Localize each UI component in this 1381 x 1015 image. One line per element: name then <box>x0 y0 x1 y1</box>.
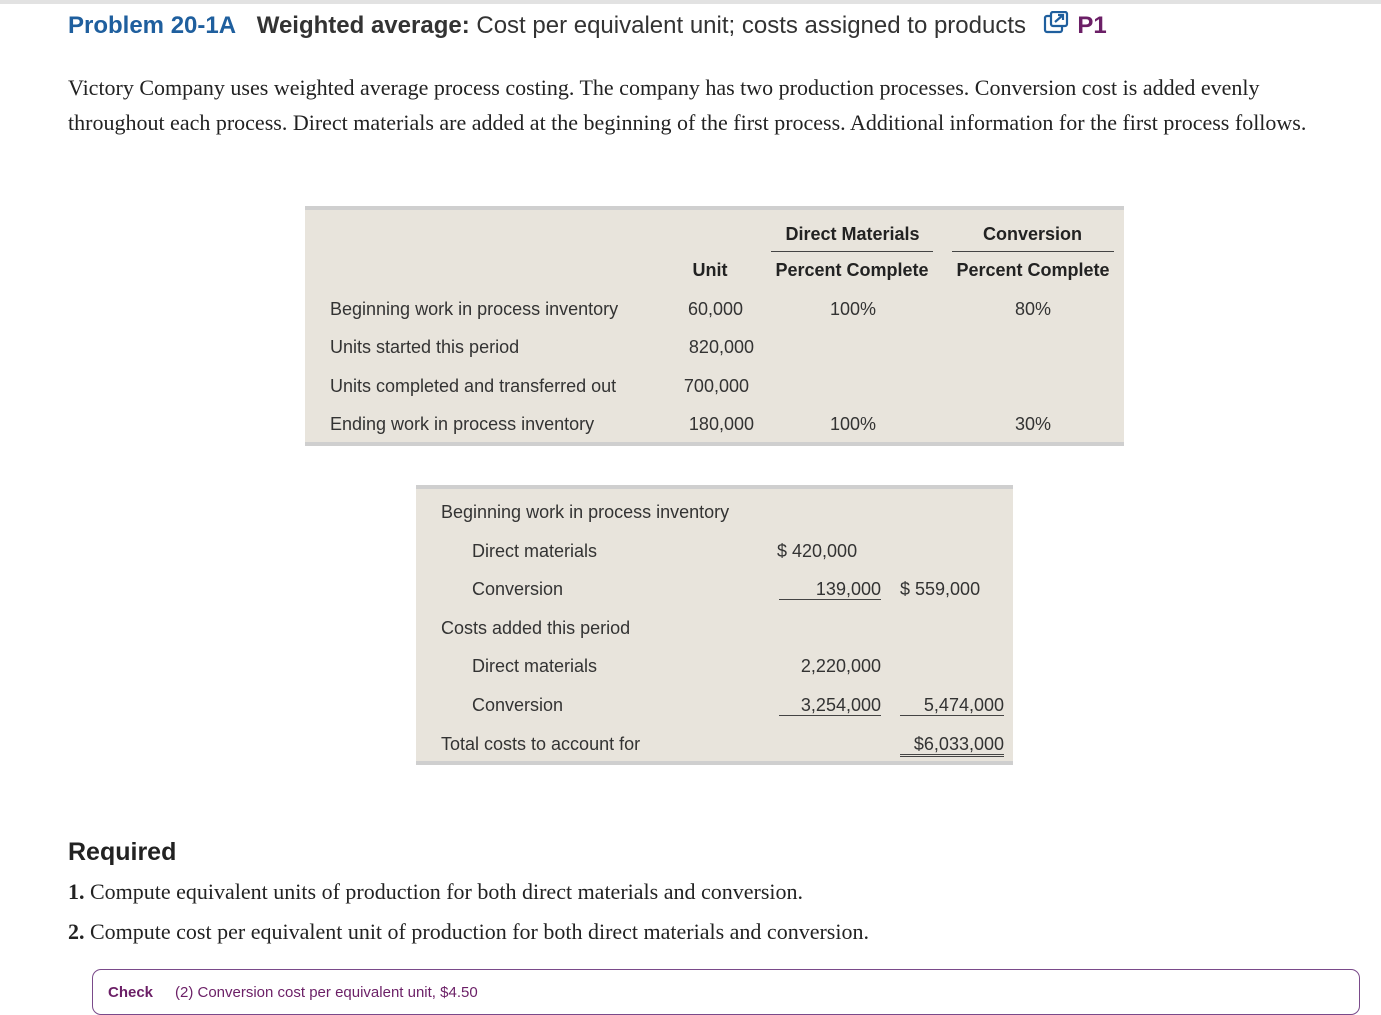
row-label: Units completed and transferred out <box>330 376 617 396</box>
top-border <box>0 0 1381 4</box>
problem-number: Problem 20-1A <box>68 12 237 39</box>
beg-conv-value: 139,000 <box>779 579 881 600</box>
beg-dm-label: Direct materials <box>472 541 598 561</box>
conv-header-bottom: Percent Complete <box>956 260 1110 280</box>
intro-paragraph: Victory Company uses weighted average process costing. The company has two production processes. Conversion cost is added evenly throughout each process. Direct materials are added at the beginning of the first process. Additional information for the first process follows. <box>68 75 1307 135</box>
learning-objective-tag: P1 <box>1077 12 1107 39</box>
row-label: Beginning work in process inventory <box>330 299 619 319</box>
row-label: Units started this period <box>330 337 520 357</box>
add-total: 5,474,000 <box>900 695 1004 716</box>
check-label: Check <box>108 984 154 1001</box>
required-item-2 <box>68 919 869 945</box>
required-item-number: 2. <box>68 919 85 944</box>
row-units: 700,000 <box>683 376 749 396</box>
required-item-text: Compute equivalent units of production for both direct materials and conversion. <box>90 879 803 904</box>
add-dm-label: Direct materials <box>472 656 598 676</box>
total-costs-value: $6,033,000 <box>900 734 1004 757</box>
add-dm-value: 2,220,000 <box>800 656 881 676</box>
conv-header-rule <box>952 251 1114 252</box>
beg-conv-label: Conversion <box>472 579 564 599</box>
conv-header-top: Conversion <box>982 224 1083 244</box>
beginning-wip-label: Beginning work in process inventory <box>441 502 730 522</box>
total-costs-label: Total costs to account for <box>441 734 641 754</box>
dm-header-top: Direct Materials <box>785 224 920 244</box>
unit-header: Unit <box>692 260 728 280</box>
row-units: 820,000 <box>688 337 754 357</box>
costs-added-label: Costs added this period <box>441 618 631 638</box>
row-units: 60,000 <box>687 299 743 319</box>
title-bold: Weighted average: <box>256 12 470 39</box>
problem-title <box>68 11 1107 42</box>
cost-table <box>416 485 1013 765</box>
row-label: Ending work in process inventory <box>330 414 595 434</box>
row-dm-percent: 100% <box>829 299 877 319</box>
dm-header-rule <box>771 251 933 252</box>
row-conv-percent: 80% <box>1014 299 1052 319</box>
external-link-icon[interactable] <box>1043 11 1069 42</box>
required-heading: Required <box>68 838 177 866</box>
check-box <box>92 969 1360 1015</box>
title-rest: Cost per equivalent unit; costs assigned to products <box>476 12 1027 39</box>
add-conv-label: Conversion <box>472 695 564 715</box>
row-units: 180,000 <box>688 414 754 434</box>
required-item-1 <box>68 879 803 905</box>
add-conv-value: 3,254,000 <box>779 695 881 716</box>
required-item-text: Compute cost per equivalent unit of production for both direct materials and conversion. <box>90 919 869 944</box>
row-dm-percent: 100% <box>829 414 877 434</box>
check-text: (2) Conversion cost per equivalent unit, $4.50 <box>175 984 478 1001</box>
required-item-number: 1. <box>68 879 85 904</box>
beg-dm-value: $ 420,000 <box>777 541 858 561</box>
dm-header-bottom: Percent Complete <box>775 260 929 280</box>
beg-total: $ 559,000 <box>900 579 981 599</box>
row-conv-percent: 30% <box>1014 414 1052 434</box>
units-table <box>305 206 1124 446</box>
